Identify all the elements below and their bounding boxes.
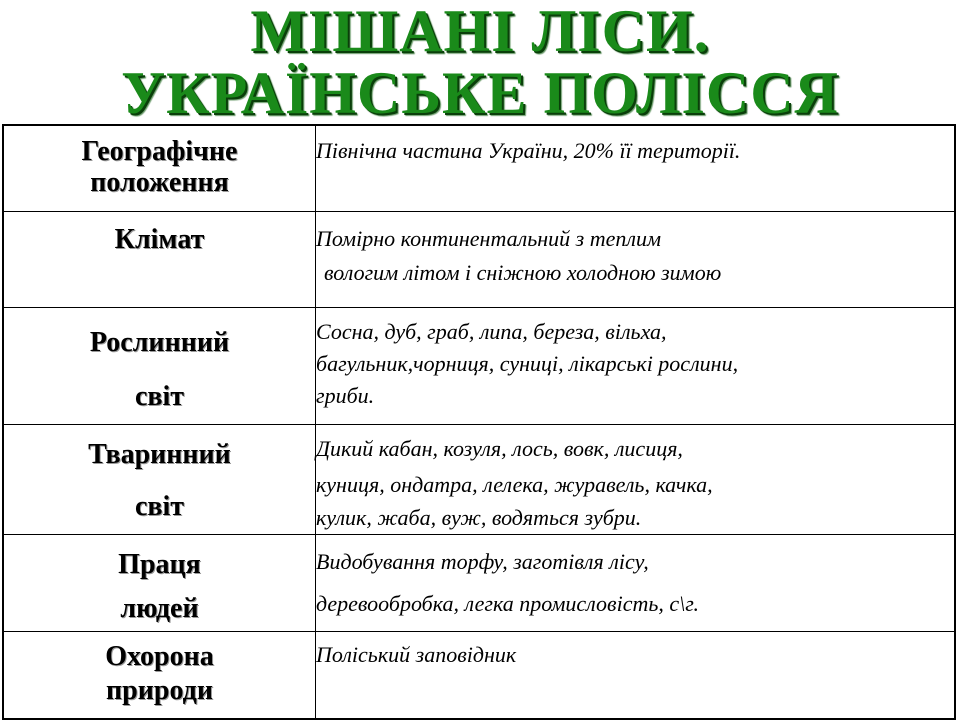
table-row-human-labor: [3, 534, 955, 631]
row-label-cell: [3, 307, 316, 424]
row-label-cell: [3, 125, 316, 211]
row-label: Праця: [118, 548, 201, 580]
row-value: вологим літом і сніжною холодною зимою: [324, 259, 722, 285]
title-line-2: УКРАЇНСЬКЕ ПОЛІССЯ: [121, 60, 839, 126]
row-value: Північна частина України, 20% її території.: [316, 138, 741, 163]
table-row-geographic-position: [3, 125, 955, 211]
row-label: світ: [134, 380, 185, 412]
row-label: світ: [134, 490, 185, 522]
title-line-1: МІШАНІ ЛІСИ.: [250, 0, 710, 64]
row-value-cell: [316, 125, 956, 211]
row-label: положення: [90, 167, 229, 198]
row-label-cell: [3, 211, 316, 307]
row-value: Видобування торфу, заготівля лісу,: [316, 548, 649, 574]
row-label: Рослинний: [89, 326, 230, 358]
row-value: Помірно континентальний з теплим: [316, 225, 662, 251]
row-label: Клімат: [114, 223, 205, 255]
row-value: кулик, жаба, вуж, водяться зубри.: [316, 504, 642, 530]
table-row-fauna: [3, 424, 955, 534]
row-value: Сосна, дуб, граб, липа, береза, вільха,: [316, 318, 667, 344]
row-value: гриби.: [316, 382, 375, 408]
table-row-nature-protection: [3, 631, 955, 719]
row-value: деревообробка, легка промисловість, с\г.: [316, 590, 700, 616]
table-row-flora: [3, 307, 955, 424]
row-label: Охорона: [105, 640, 214, 672]
row-label: Географічне: [81, 136, 238, 167]
row-label-cell: [3, 631, 316, 719]
row-value: Дикий кабан, козуля, лось, вовк, лисиця,: [316, 435, 683, 461]
slide-title: [0, 0, 960, 124]
row-value-cell: [316, 211, 956, 307]
row-label: Тваринний: [88, 438, 231, 470]
row-value: Поліський заповідник: [316, 641, 517, 667]
row-value: багульник,чорниця, суниці, лікарські рослини,: [316, 350, 739, 376]
table-row-climate: [3, 211, 955, 307]
row-label: людей: [120, 592, 199, 624]
row-label: природи: [106, 674, 213, 706]
row-value-cell: [316, 307, 956, 424]
row-value-cell: [316, 424, 956, 534]
row-value-cell: [316, 631, 956, 719]
row-value: куниця, ондатра, лелека, журавель, качка,: [316, 471, 713, 497]
row-value-cell: [316, 534, 956, 631]
row-label-cell: [3, 424, 316, 534]
info-table: [2, 124, 956, 720]
row-label-cell: [3, 534, 316, 631]
